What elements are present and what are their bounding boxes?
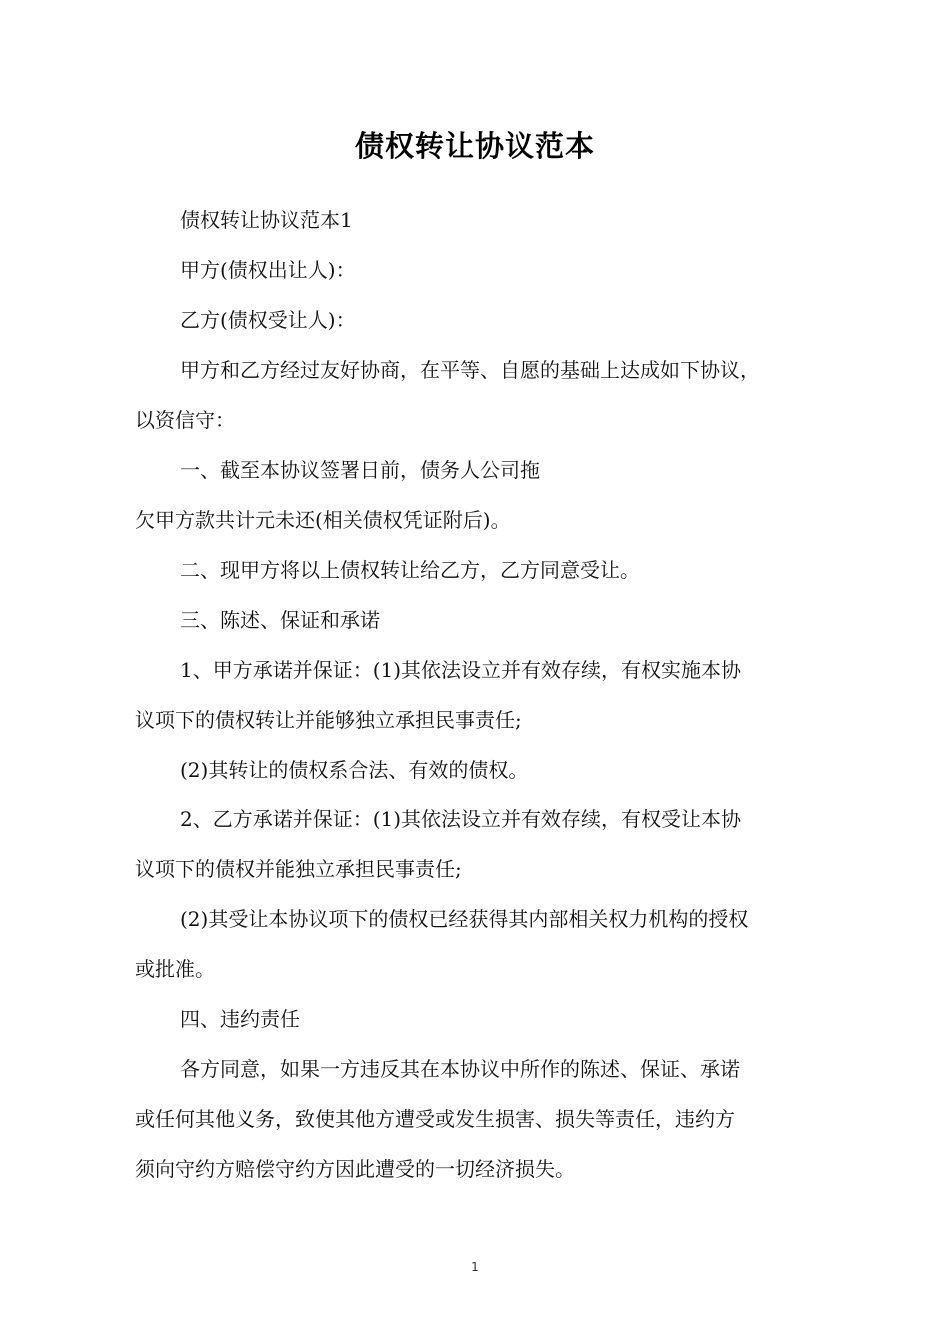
clause-3-1-line-3: (2)其转让的债权系合法、有效的债权。 bbox=[180, 758, 529, 782]
section-heading-sample-1: 债权转让协议范本1 bbox=[180, 208, 353, 232]
clause-3-1-line-1: 1、甲方承诺并保证：(1)其依法设立并有效存续，有权实施本协 bbox=[180, 658, 742, 682]
clause-3-2-line-4: 或批准。 bbox=[135, 957, 215, 981]
clause-3-heading: 三、陈述、保证和承诺 bbox=[180, 608, 380, 632]
preamble-line-1: 甲方和乙方经过友好协商，在平等、自愿的基础上达成如下协议， bbox=[180, 358, 760, 382]
clause-1-line-2: 欠甲方款共计元未还(相关债权凭证附后)。 bbox=[135, 508, 511, 532]
clause-3-2-line-1: 2、乙方承诺并保证：(1)其依法设立并有效存续，有权受让本协 bbox=[180, 807, 742, 831]
party-a-line: 甲方(债权出让人)： bbox=[180, 258, 356, 282]
document-title: 债权转让协议范本 bbox=[354, 129, 595, 163]
clause-3-1-line-2: 议项下的债权转让并能够独立承担民事责任; bbox=[135, 708, 522, 732]
clause-4-line-3: 须向守约方赔偿守约方因此遭受的一切经济损失。 bbox=[135, 1157, 575, 1181]
clause-4-line-1: 各方同意，如果一方违反其在本协议中所作的陈述、保证、承诺 bbox=[180, 1057, 740, 1081]
preamble-line-2: 以资信守： bbox=[135, 408, 235, 432]
clause-2-line: 二、现甲方将以上债权转让给乙方，乙方同意受让。 bbox=[180, 558, 640, 582]
page-number: 1 bbox=[471, 1260, 479, 1274]
clause-3-2-line-2: 议项下的债权并能独立承担民事责任; bbox=[135, 857, 462, 881]
clause-1-line-1: 一、截至本协议签署日前，债务人公司拖 bbox=[180, 458, 540, 482]
clause-3-2-line-3: (2)其受让本协议项下的债权已经获得其内部相关权力机构的授权 bbox=[180, 907, 749, 931]
clause-4-line-2: 或任何其他义务，致使其他方遭受或发生损害、损失等责任，违约方 bbox=[135, 1107, 735, 1131]
clause-4-heading: 四、违约责任 bbox=[180, 1007, 300, 1031]
party-b-line: 乙方(债权受让人)： bbox=[180, 308, 356, 332]
